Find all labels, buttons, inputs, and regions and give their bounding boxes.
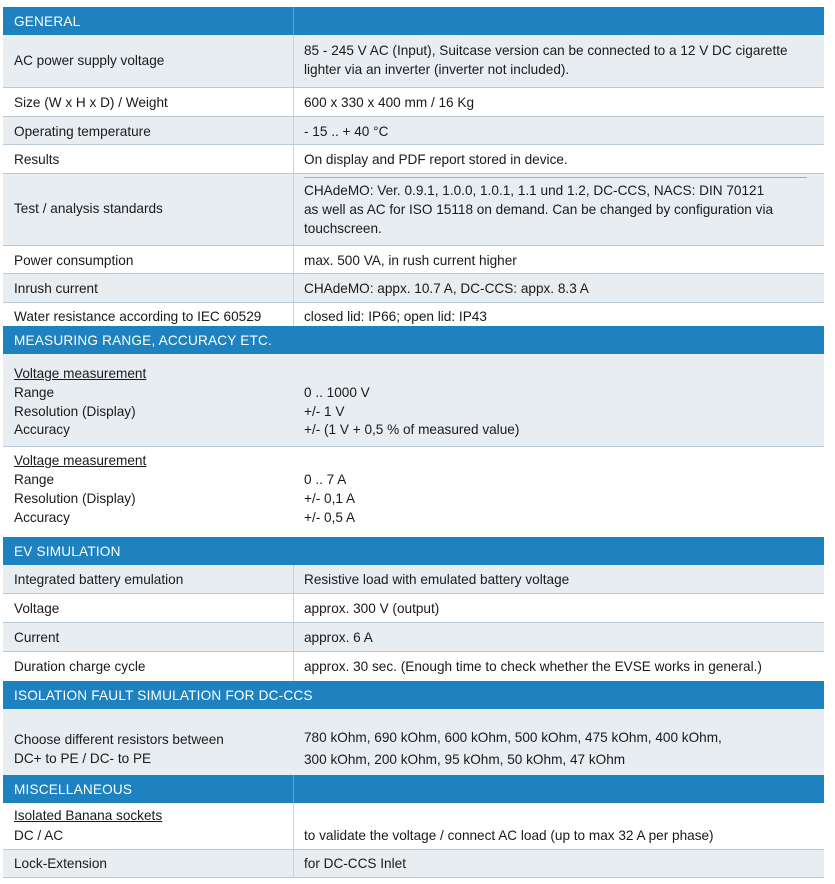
spec-row-ev-voltage — [3, 594, 824, 623]
spec-value: 780 kOhm, 690 kOhm, 600 kOhm, 500 kOhm, 475 kOhm, 400 kOhm, — [304, 730, 722, 745]
spec-value: approx. 6 A — [304, 630, 373, 645]
spec-label: Inrush current — [14, 281, 98, 296]
spec-label: Resolution (Display) — [14, 404, 136, 419]
spec-label: Resolution (Display) — [14, 491, 136, 506]
spec-label: DC / AC — [14, 828, 64, 843]
section-header-measuring — [3, 326, 824, 354]
spec-value: lighter via an inverter (inverter not included). — [304, 62, 570, 77]
spec-label: Test / analysis standards — [14, 201, 163, 216]
spec-value: 0 .. 1000 V — [304, 385, 370, 400]
column-divider — [293, 652, 294, 681]
spec-row-ev-current — [3, 623, 824, 652]
column-divider — [293, 88, 294, 116]
spec-row-inrush — [3, 274, 824, 303]
spec-value: approx. 30 sec. (Enough time to check whether the EVSE works in general.) — [304, 659, 762, 674]
spec-label: AC power supply voltage — [14, 53, 165, 68]
spec-label: Accuracy — [14, 422, 70, 437]
section-title: MEASURING RANGE, ACCURACY ETC. — [14, 332, 273, 348]
spec-label: Integrated battery emulation — [14, 572, 184, 587]
spec-label: Power consumption — [14, 253, 134, 268]
spec-value: touchscreen. — [304, 221, 382, 236]
column-divider — [293, 246, 294, 273]
spec-value: max. 500 VA, in rush current higher — [304, 253, 517, 268]
spec-row-results — [3, 145, 824, 174]
divider-line — [304, 177, 807, 178]
spec-row-power-consumption — [3, 246, 824, 274]
spec-row-battery-emulation — [3, 565, 824, 594]
spec-label: DC+ to PE / DC- to PE — [14, 751, 152, 766]
spec-label: Water resistance according to IEC 60529 — [14, 309, 262, 324]
spec-value: +/- 0,1 A — [304, 491, 356, 506]
section-header-ev-simulation — [3, 537, 824, 565]
spec-label: Range — [14, 472, 55, 487]
spec-value: +/- 1 V — [304, 404, 345, 419]
column-divider — [293, 7, 294, 35]
section-header-general — [3, 7, 824, 35]
spec-row-isolation-resistors — [3, 709, 824, 775]
spec-row-water-resistance — [3, 303, 824, 326]
spec-label: Range — [14, 385, 55, 400]
group-heading: Isolated Banana sockets — [14, 808, 163, 823]
column-divider — [293, 850, 294, 877]
column-divider — [293, 803, 294, 849]
column-divider — [293, 117, 294, 144]
spec-label: Current — [14, 630, 60, 645]
spec-value: closed lid: IP66; open lid: IP43 — [304, 309, 487, 324]
spec-label: Lock-Extension — [14, 856, 107, 871]
spec-label: Accuracy — [14, 510, 70, 525]
spec-row-charge-cycle — [3, 652, 824, 681]
section-title: MISCELLANEOUS — [14, 781, 133, 797]
section-header-isolation — [3, 681, 824, 709]
group-heading: Voltage measurement — [14, 366, 147, 381]
spec-group-current — [3, 447, 824, 541]
spec-value: +/- 0,5 A — [304, 510, 356, 525]
spec-row-lock-extension — [3, 850, 824, 878]
spec-value: CHAdeMO: Ver. 0.9.1, 1.0.0, 1.0.1, 1.1 und 1.2, DC-CCS, NACS: DIN 70121 — [304, 183, 765, 198]
spec-label: Operating temperature — [14, 124, 151, 139]
column-divider — [293, 303, 294, 326]
section-title: ISOLATION FAULT SIMULATION FOR DC-CCS — [14, 687, 313, 703]
spec-value: for DC-CCS Inlet — [304, 856, 406, 871]
spec-row-standards — [3, 174, 824, 246]
section-header-misc — [3, 775, 824, 803]
spec-label: Duration charge cycle — [14, 659, 146, 674]
spec-value: 300 kOhm, 200 kOhm, 95 kOhm, 50 kOhm, 47 kOhm — [304, 752, 626, 767]
spec-value: as well as AC for ISO 15118 on demand. Can be changed by configuration via — [304, 202, 774, 217]
spec-group-voltage — [3, 354, 824, 447]
column-divider — [293, 623, 294, 651]
spec-value: approx. 300 V (output) — [304, 601, 440, 616]
spec-value: CHAdeMO: appx. 10.7 A, DC-CCS: appx. 8.3 A — [304, 281, 589, 296]
spec-value: 0 .. 7 A — [304, 472, 347, 487]
spec-value: +/- (1 V + 0,5 % of measured value) — [304, 422, 520, 437]
group-heading: Voltage measurement — [14, 453, 147, 468]
section-title: EV SIMULATION — [14, 543, 121, 559]
spec-row-size — [3, 88, 824, 117]
spec-label: Results — [14, 152, 60, 167]
spec-value: 85 - 245 V AC (Input), Suitcase version can be connected to a 12 V DC cigarette — [304, 43, 788, 58]
spec-row-ac-power — [3, 35, 824, 88]
section-title: GENERAL — [14, 13, 81, 29]
column-divider — [293, 145, 294, 173]
spec-row-banana-sockets — [3, 803, 824, 850]
spec-value: 600 x 330 x 400 mm / 16 Kg — [304, 95, 475, 110]
column-divider — [293, 565, 294, 593]
spec-value: On display and PDF report stored in device. — [304, 152, 568, 167]
column-divider — [293, 775, 294, 803]
spec-value: Resistive load with emulated battery voltage — [304, 572, 570, 587]
spec-value: to validate the voltage / connect AC load (up to max 32 A per phase) — [304, 828, 714, 843]
spec-value: - 15 .. + 40 °C — [304, 124, 389, 139]
spec-label: Voltage — [14, 601, 60, 616]
spec-label: Choose different resistors between — [14, 732, 224, 747]
column-divider — [293, 174, 294, 245]
column-divider — [293, 35, 294, 87]
spec-row-temperature — [3, 117, 824, 145]
column-divider — [293, 594, 294, 622]
spec-label: Size (W x H x D) / Weight — [14, 95, 168, 110]
column-divider — [293, 274, 294, 302]
